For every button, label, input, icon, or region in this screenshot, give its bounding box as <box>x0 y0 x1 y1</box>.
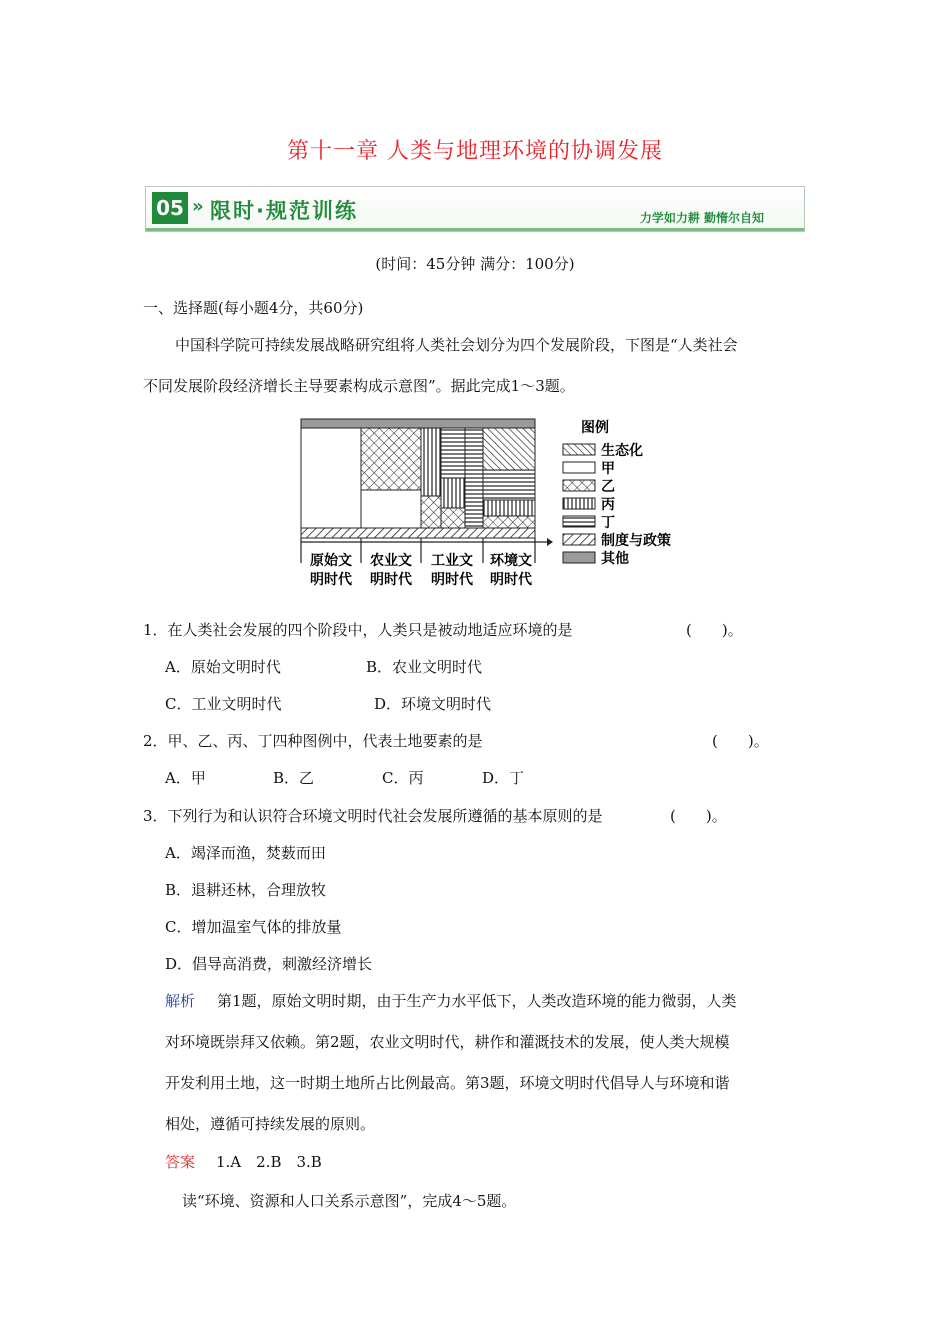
band-other <box>301 419 535 428</box>
banner-motto: 力学如力耕 勤惰尔自知 <box>639 211 764 225</box>
question-2-option-d: D．丁 <box>482 769 525 787</box>
axis-arrowhead <box>547 538 553 546</box>
era-2-line2: 明时代 <box>370 572 412 588</box>
question-2-blank: ( )。 <box>712 732 769 750</box>
legend-policy: 制度与政策 <box>601 533 671 549</box>
legend-yi: 乙 <box>601 479 615 495</box>
col3-yi <box>421 496 441 528</box>
legend-ding: 丁 <box>601 515 615 531</box>
analysis-label: 解析 <box>165 992 196 1010</box>
legend-bing: 丙 <box>601 497 615 513</box>
era-4-line1: 环境文 <box>490 553 532 569</box>
question-3-option-c: C．增加温室气体的排放量 <box>165 918 342 936</box>
time-info: (时间：45分钟 满分：100分) <box>375 255 575 273</box>
section-banner <box>145 186 805 232</box>
analysis-line-4: 相处，遵循可持续发展的原则。 <box>165 1115 376 1133</box>
era-4-line2: 明时代 <box>490 572 532 588</box>
era-3-line1: 工业文 <box>431 553 473 569</box>
question-1-option-d: D．环境文明时代 <box>374 695 492 713</box>
question-2-stem: 2．甲、乙、丙、丁四种图例中，代表土地要素的是 <box>143 732 483 750</box>
col4-eco <box>483 428 535 470</box>
intro-line-1: 中国科学院可持续发展战略研究组将人类社会划分为四个发展阶段，下图是“人类社会 <box>175 336 738 354</box>
col2-yi <box>361 428 421 490</box>
col3-yi2 <box>441 508 465 528</box>
era-2-line1: 农业文 <box>370 553 412 569</box>
band-policy <box>301 528 535 538</box>
banner-underline <box>146 228 804 231</box>
answer-label: 答案 <box>165 1153 196 1171</box>
analysis-line-1: 第1题，原始文明时期，由于生产力水平低下，人类改造环境的能力微弱，人类 <box>217 992 737 1010</box>
legend-other: 其他 <box>601 551 629 567</box>
question-1-stem: 1．在人类社会发展的四个阶段中，人类只是被动地适应环境的是 <box>143 621 573 639</box>
col4-ding <box>483 470 535 500</box>
page-title: 第十一章 人类与地理环境的协调发展 <box>287 139 663 164</box>
question-2-option-b: B．乙 <box>273 769 315 787</box>
question-3-option-b: B．退耕还林，合理放牧 <box>165 881 327 899</box>
banner-arrow: » <box>192 196 204 217</box>
col3-bing2 <box>441 478 465 508</box>
era-3-line2: 明时代 <box>431 572 473 588</box>
legend-jia: 甲 <box>601 461 615 477</box>
col2-jia <box>361 490 421 528</box>
col3-ding <box>441 428 465 478</box>
col3-ding2 <box>465 428 483 528</box>
intro-line-2: 不同发展阶段经济增长主导要素构成示意图”。据此完成1～3题。 <box>143 377 575 395</box>
question-3-option-d: D．倡导高消费，刺激经济增长 <box>165 955 373 973</box>
question-1-option-a: A．原始文明时代 <box>165 658 281 676</box>
question-1-option-c: C．工业文明时代 <box>165 695 282 713</box>
col4-bing <box>483 500 535 516</box>
era-1-line2: 明时代 <box>310 572 352 588</box>
economic-factors-figure <box>295 413 695 593</box>
banner-number: 05 <box>152 192 188 224</box>
analysis-line-3: 开发利用土地，这一时期土地所占比例最高。第3题，环境文明时代倡导人与环境和谐 <box>165 1074 730 1092</box>
answer-text: 1.A 2.B 3.B <box>216 1153 322 1171</box>
question-3-option-a: A．竭泽而渔，焚薮而田 <box>165 844 326 862</box>
section-heading: 一、选择题(每小题4分，共60分) <box>143 299 364 317</box>
question-3-blank: ( )。 <box>670 807 727 825</box>
col4-yi <box>483 516 535 528</box>
next-intro: 读“环境、资源和人口关系示意图”，完成4～5题。 <box>182 1192 517 1210</box>
question-1-blank: ( )。 <box>686 621 743 639</box>
col3-bing <box>421 428 441 496</box>
legend-title: 图例 <box>581 420 609 436</box>
question-1-option-b: B．农业文明时代 <box>366 658 483 676</box>
col1-jia <box>301 428 361 528</box>
question-2-option-c: C．丙 <box>382 769 424 787</box>
banner-label: 限时·规范训练 <box>210 199 358 223</box>
era-1-line1: 原始文 <box>310 553 352 569</box>
question-2-option-a: A．甲 <box>165 769 206 787</box>
question-3-stem: 3．下列行为和认识符合环境文明时代社会发展所遵循的基本原则的是 <box>143 807 603 825</box>
analysis-line-2: 对环境既崇拜又依赖。第2题，农业文明时代，耕作和灌溉技术的发展，使人类大规模 <box>165 1033 730 1051</box>
legend-eco: 生态化 <box>601 443 643 459</box>
